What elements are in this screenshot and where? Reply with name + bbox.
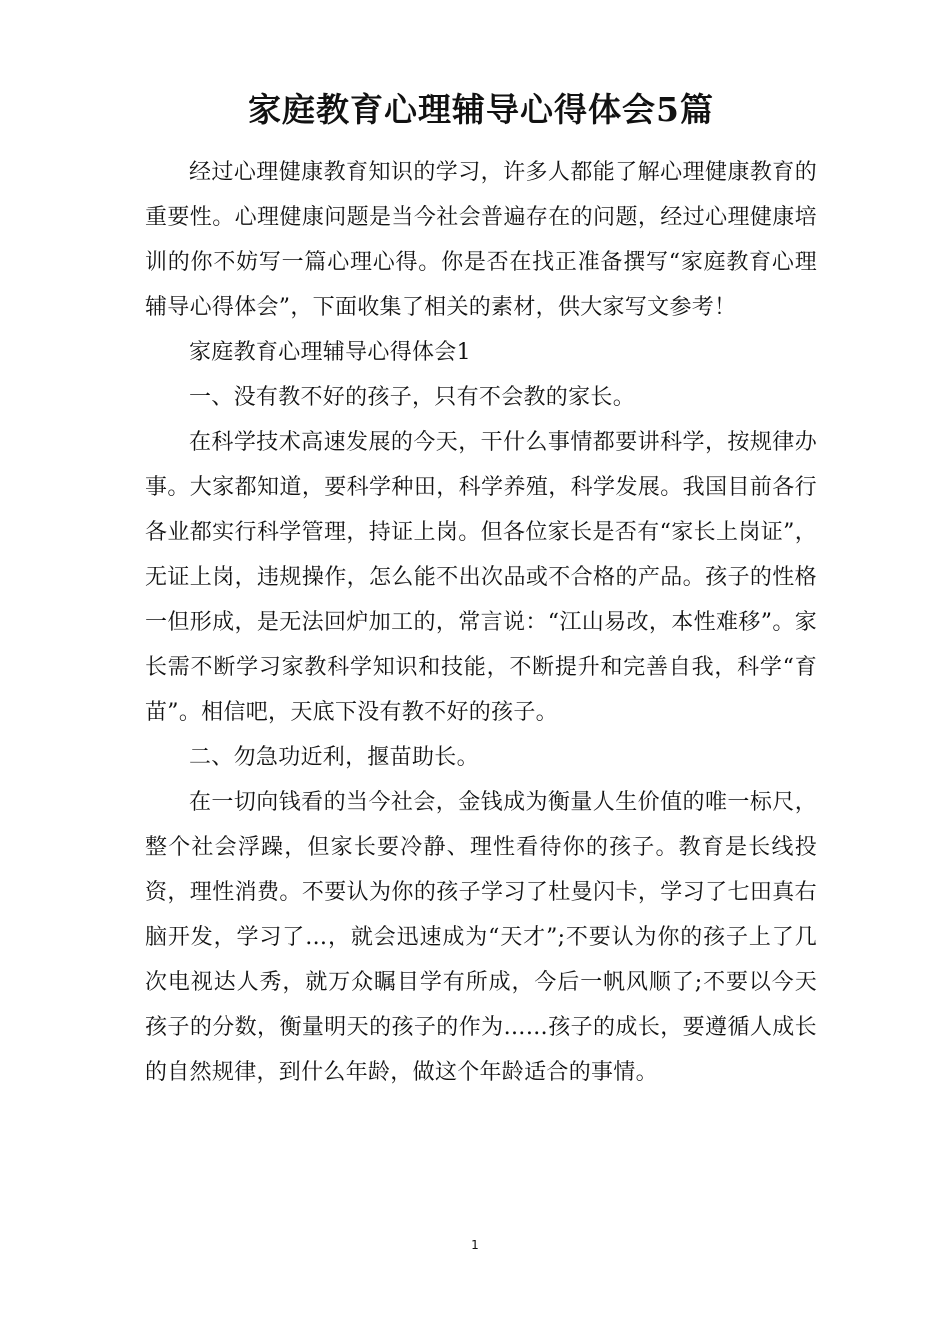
point-heading-1: 一、没有教不好的孩子，只有不会教的家长。: [189, 385, 636, 410]
document-title: 家庭教育心理辅导心得体会5篇: [248, 90, 714, 129]
section-heading: 家庭教育心理辅导心得体会1: [189, 340, 471, 365]
body-paragraph: 在一切向钱看的当今社会，金钱成为衡量人生价值的唯一标尺，整个社会浮躁，但家长要冷静、理性看待你的孩子。教育是长线投资，理性消费。不要认为你的孩子学习了杜曼闪卡，学习了七田真右脑开发，学习了…，就会迅速成为“天才”;不要认为你的孩子上了几次电视达人秀，就万众瞩目学有所成，今后一帆风顺了;不要以今天孩子的分数，衡量明天的孩子的作为……孩子的成长，要遵循人成长的自然规律，到什么年龄，做这个年龄适合的事情。: [145, 790, 817, 1085]
page-number: 1: [471, 1238, 479, 1252]
document-body: [145, 150, 817, 1095]
point-heading-2: 二、勿急功近利，揠苗助长。: [189, 745, 479, 770]
body-paragraph: 在科学技术高速发展的今天，干什么事情都要讲科学，按规律办事。大家都知道，要科学种田，科学养殖，科学发展。我国目前各行各业都实行科学管理，持证上岗。但各位家长是否有“家长上岗证”，无证上岗，违规操作，怎么能不出次品或不合格的产品。孩子的性格一但形成，是无法回炉加工的，常言说：“江山易改，本性难移”。家长需不断学习家教科学知识和技能，不断提升和完善自我，科学“育苗”。相信吧，天底下没有教不好的孩子。: [145, 430, 817, 725]
intro-paragraph: 经过心理健康教育知识的学习，许多人都能了解心理健康教育的重要性。心理健康问题是当今社会普遍存在的问题，经过心理健康培训的你不妨写一篇心理心得。你是否在找正准备撰写“家庭教育心理辅导心得体会”，下面收集了相关的素材，供大家写文参考！: [145, 160, 817, 320]
